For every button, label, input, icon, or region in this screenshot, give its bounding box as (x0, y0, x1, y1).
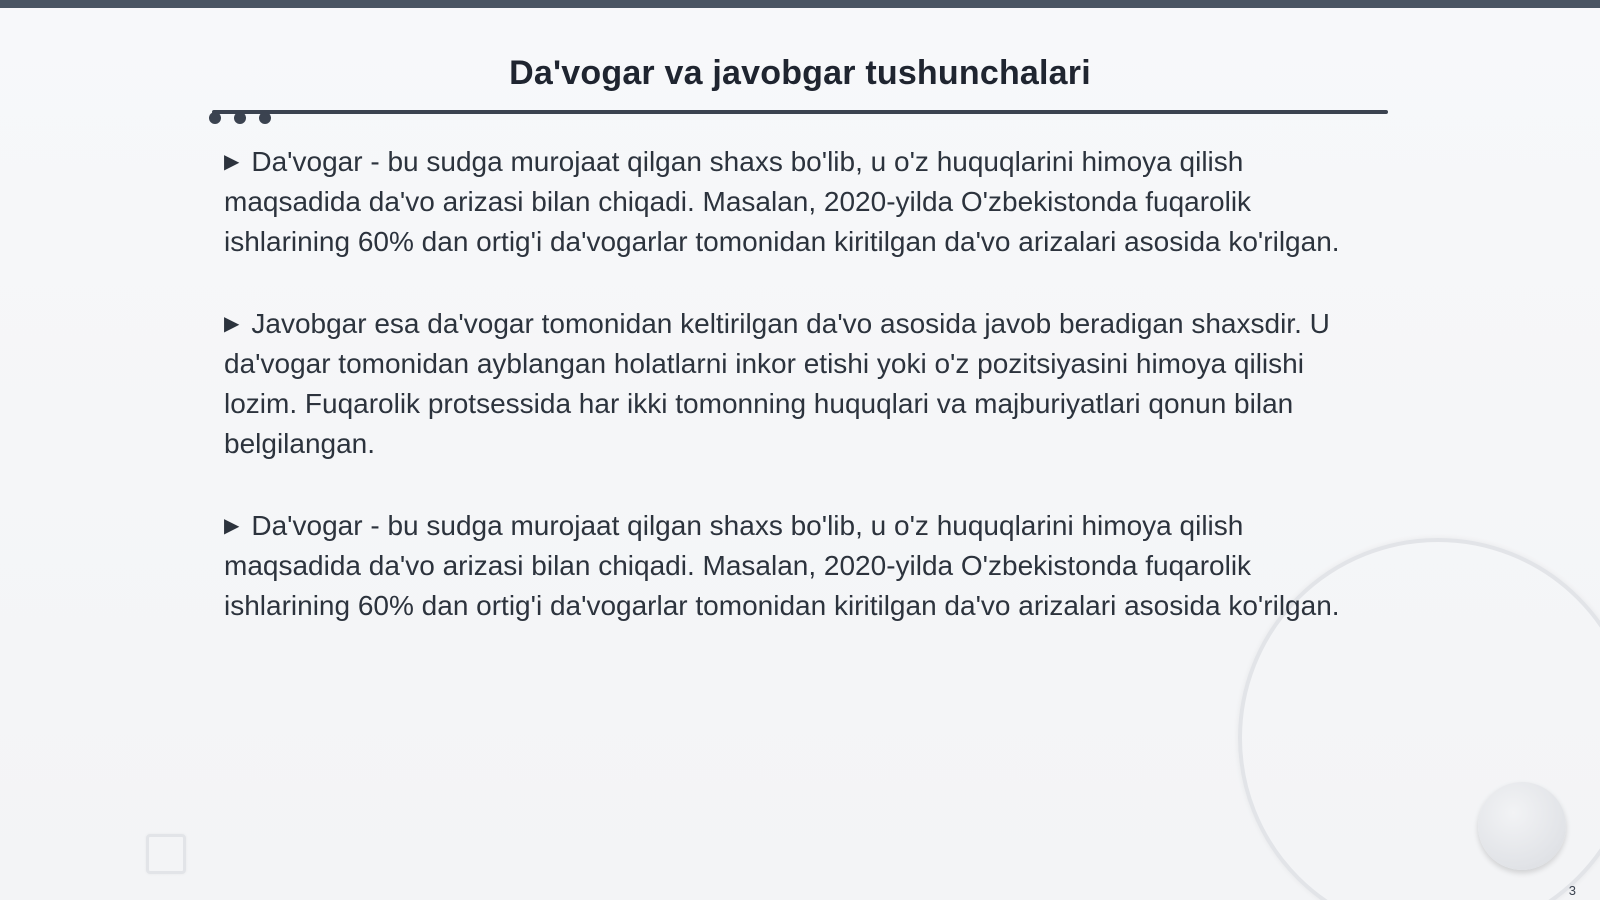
bullet-item (224, 142, 1384, 262)
decorative-square (146, 834, 186, 874)
decorative-circle (1478, 782, 1566, 870)
underline-dot (209, 112, 221, 124)
bullet-item (224, 304, 1384, 464)
bullet-arrow-icon: ▶ (224, 151, 240, 173)
bullet-arrow-icon: ▶ (224, 515, 240, 537)
slide-title: Da'vogar va javobgar tushunchalari (509, 54, 1091, 92)
bullet-list (224, 142, 1384, 668)
bullet-arrow-icon: ▶ (224, 313, 240, 335)
bullet-text: Da'vogar - bu sudga murojaat qilgan shaxs bo'lib, u o'z huquqlarini himoya qilish maqsadida da'vo arizasi bilan chiqadi. Masalan, 2020-yilda O'zbekistonda fuqarolik ishlarining 60% dan ortig'i da'vogarlar tomonidan kiritilgan da'vo arizalari asosida ko'rilgan. (224, 146, 1340, 257)
title-underline (212, 110, 1388, 114)
bullet-item (224, 506, 1384, 626)
page-number: 3 (1568, 883, 1576, 898)
top-bar (0, 0, 1600, 8)
underline-dot (234, 112, 246, 124)
bullet-text: Da'vogar - bu sudga murojaat qilgan shaxs bo'lib, u o'z huquqlarini himoya qilish maqsadida da'vo arizasi bilan chiqadi. Masalan, 2020-yilda O'zbekistonda fuqarolik ishlarining 60% dan ortig'i da'vogarlar tomonidan kiritilgan da'vo arizalari asosida ko'rilgan. (224, 510, 1340, 621)
bullet-text: Javobgar esa da'vogar tomonidan keltirilgan da'vo asosida javob beradigan shaxsdir. U da'vogar tomonidan ayblangan holatlarni inkor etishi yoki o'z pozitsiyasini himoya qilishi lozim. Fuqarolik protsessida har ikki tomonning huquqlari va majburiyatlari qonun bilan belgilangan. (224, 308, 1330, 459)
underline-dot (259, 112, 271, 124)
